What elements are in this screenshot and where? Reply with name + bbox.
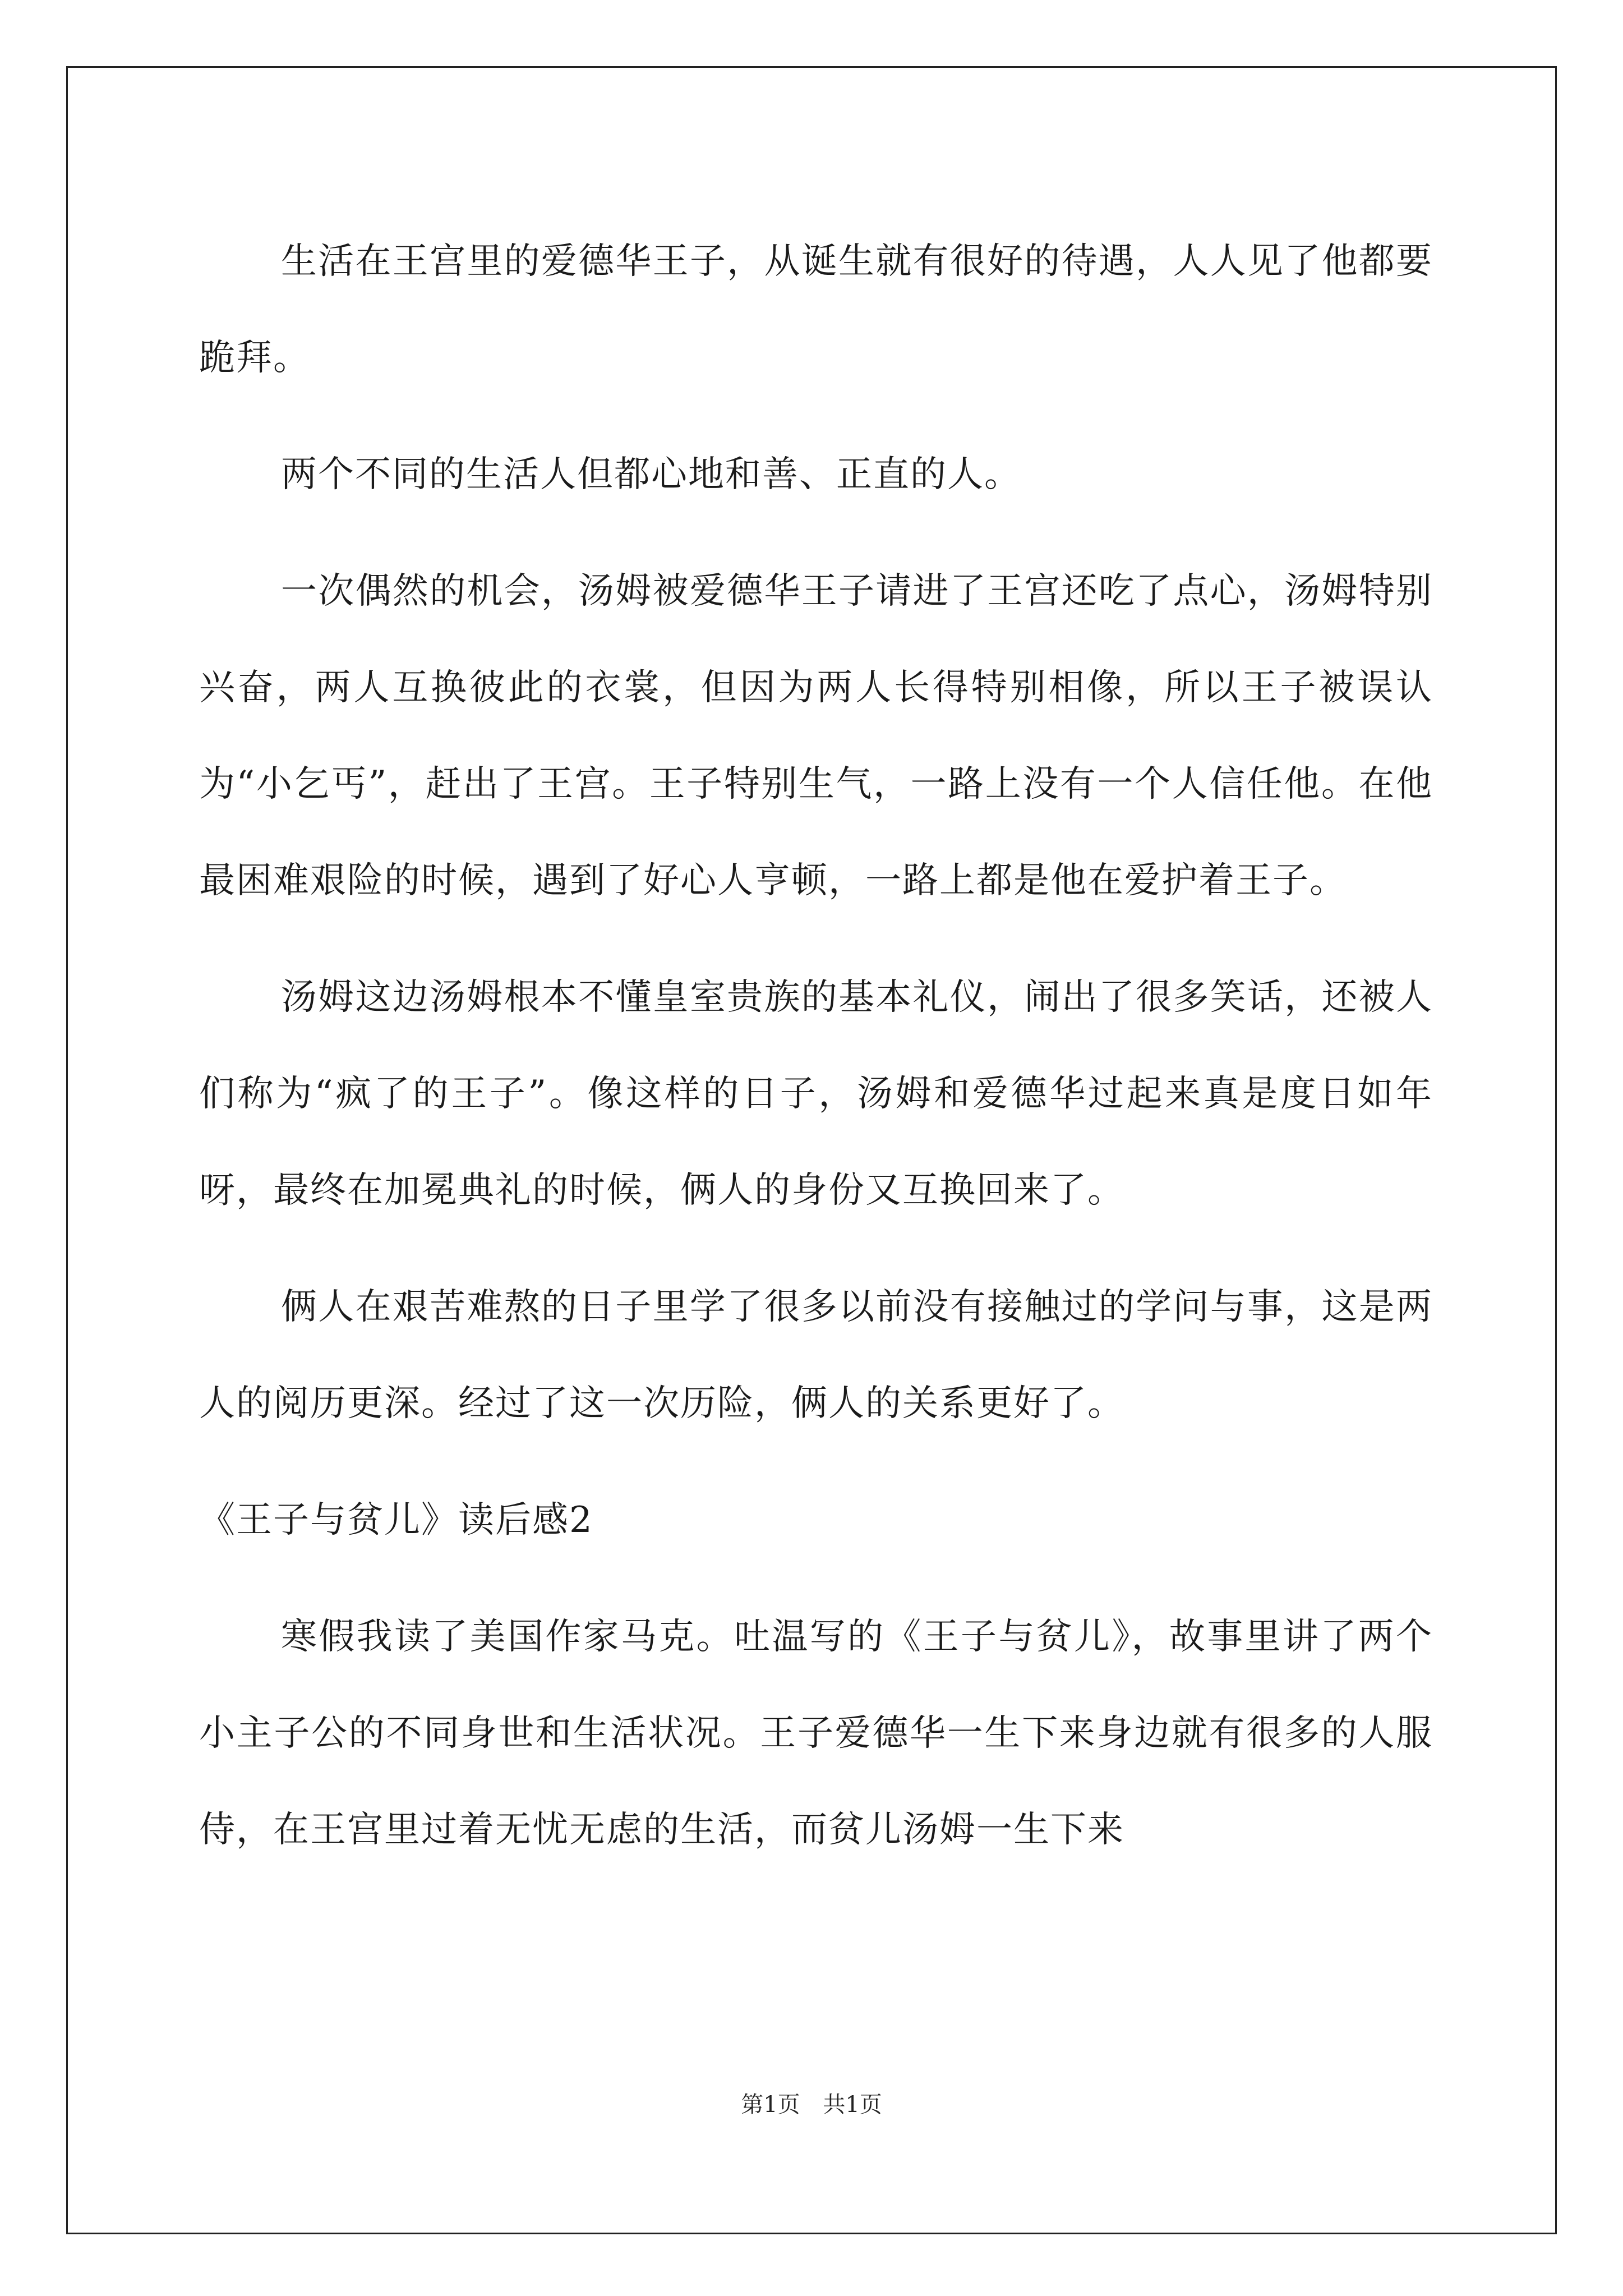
- paragraph: 两个不同的生活人但都心地和善、正直的人。: [281, 454, 1021, 495]
- paragraph: 俩人在艰苦难熬的日子里学了很多以前没有接触过的学问与事，这是两人的阅历更深。经过了这一次历险，俩人的关系更好了。: [199, 1286, 1433, 1424]
- document-body: [199, 213, 1433, 1898]
- paragraph: 汤姆这边汤姆根本不懂皇室贵族的基本礼仪，闹出了很多笑话，还被人们称为“疯了的王子”。像这样的日子，汤姆和爱德华过起来真是度日如年呀，最终在加冕典礼的时候，俩人的身份又互换回来了。: [199, 977, 1433, 1211]
- section-heading: 《王子与贫儿》读后感2: [199, 1499, 593, 1541]
- page-footer: [0, 2087, 1623, 2119]
- paragraph: 寒假我读了美国作家马克。吐温写的《王子与贫儿》，故事里讲了两个小主子公的不同身世和生活状况。王子爱德华一生下来身边就有很多的人服侍，在王宫里过着无忧无虑的生活，而贫儿汤姆一生下来: [199, 1616, 1433, 1851]
- page-number: 第1页: [741, 2092, 800, 2118]
- page-total: 共1页: [823, 2092, 882, 2118]
- paragraph: 一次偶然的机会，汤姆被爱德华王子请进了王宫还吃了点心，汤姆特别兴奋，两人互换彼此的衣裳，但因为两人长得特别相像，所以王子被误认为“小乞丐”，赶出了王宫。王子特别生气，一路上没有一个人信任他。在他最困难艰险的时候，遇到了好心人亨顿，一路上都是他在爱护着王子。: [199, 570, 1433, 901]
- paragraph: 生活在王宫里的爱德华王子，从诞生就有很好的待遇，人人见了他都要跪拜。: [199, 241, 1433, 379]
